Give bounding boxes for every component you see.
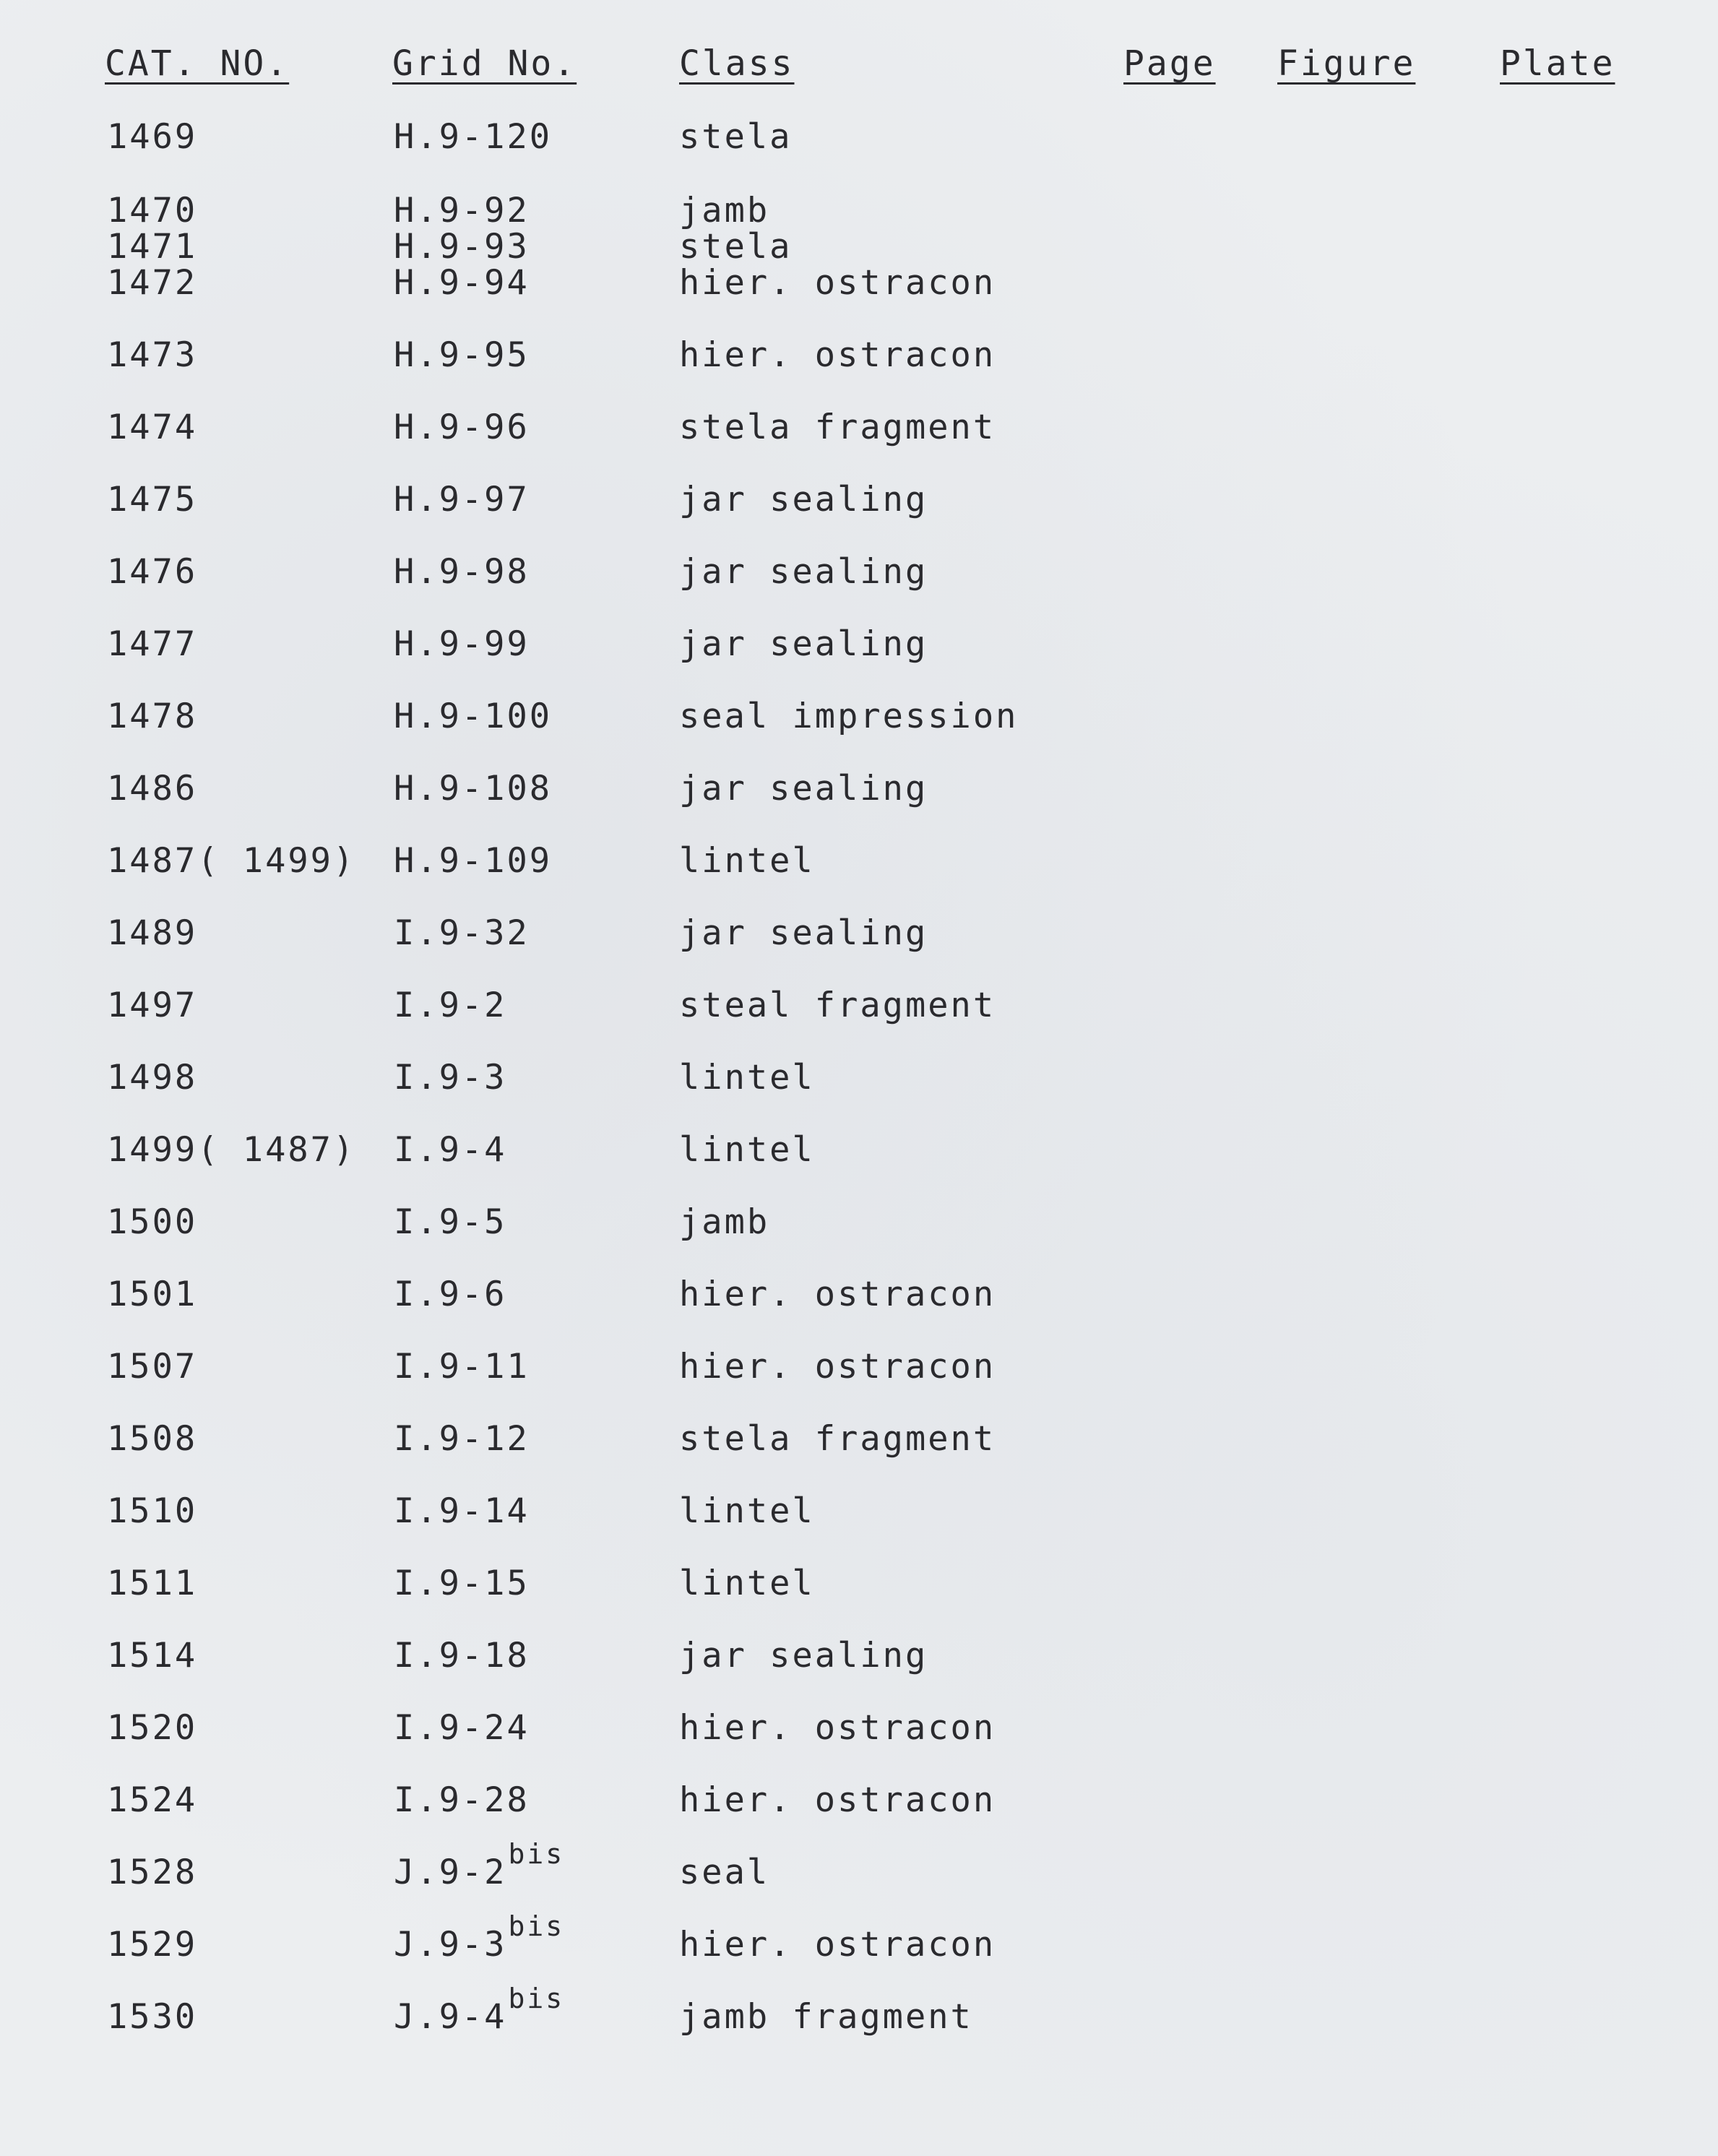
cat-no-cell: 1508 [107, 1419, 198, 1459]
cat-no-cell: 1471 [107, 227, 198, 267]
header-cat-no: CAT. NO. [105, 43, 290, 84]
class-cell: lintel [679, 1491, 815, 1531]
table-row [0, 1910, 1718, 1967]
grid-no-text: I.9-28 [394, 1780, 530, 1820]
table-row [0, 551, 1718, 594]
grid-no-text: I.9-18 [394, 1636, 530, 1676]
header-plate: Plate [1500, 43, 1615, 84]
grid-no-text: I.9-5 [394, 1202, 507, 1242]
grid-no-text: I.9-24 [394, 1708, 530, 1748]
class-cell: stela [679, 117, 793, 157]
table-row [0, 1273, 1718, 1316]
cat-no-cell: 1476 [107, 552, 198, 592]
table-row [0, 840, 1718, 883]
grid-no-cell [394, 406, 530, 449]
cat-no-cell: 1469 [107, 117, 198, 157]
cat-no-cell: 1470 [107, 191, 198, 230]
grid-no-text: I.9-4 [394, 1130, 507, 1170]
grid-no-text: H.9-120 [394, 117, 553, 157]
cat-no-cell: 1530 [107, 1997, 198, 2037]
grid-no-text: I.9-6 [394, 1275, 507, 1314]
grid-no-cell [394, 551, 530, 594]
table-row [0, 912, 1718, 955]
table-header [0, 43, 1718, 94]
grid-no-text: I.9-2 [394, 986, 507, 1025]
grid-no-cell [394, 695, 552, 738]
class-cell: jamb [679, 191, 770, 230]
table-row [0, 1056, 1718, 1100]
grid-no-text: I.9-14 [394, 1491, 530, 1531]
grid-no-cell [394, 1838, 565, 1896]
grid-no-cell [394, 116, 552, 159]
cat-no-cell: 1499( 1487) [107, 1130, 356, 1170]
table-row [0, 1779, 1718, 1822]
grid-no-text: H.9-94 [394, 263, 530, 303]
class-cell: hier. ostracon [679, 335, 996, 375]
cat-no-cell: 1478 [107, 697, 198, 736]
grid-no-superscript: bis [508, 1983, 565, 2014]
class-cell: hier. ostracon [679, 1708, 996, 1748]
grid-no-text: I.9-11 [394, 1347, 530, 1387]
table-row [0, 262, 1718, 305]
grid-no-superscript: bis [508, 1838, 565, 1870]
table-row [0, 1201, 1718, 1244]
table-row [0, 478, 1718, 522]
cat-no-cell: 1514 [107, 1636, 198, 1676]
grid-no-text: I.9-32 [394, 913, 530, 953]
cat-no-cell: 1475 [107, 480, 198, 519]
class-cell: lintel [679, 1130, 815, 1170]
class-cell: hier. ostracon [679, 1347, 996, 1387]
class-cell: stela fragment [679, 1419, 996, 1459]
table-row [0, 1562, 1718, 1605]
grid-no-text: I.9-3 [394, 1058, 507, 1098]
grid-no-cell [394, 840, 552, 883]
grid-no-text: H.9-109 [394, 841, 553, 881]
table-row [0, 1490, 1718, 1533]
grid-no-cell [394, 912, 530, 955]
table-row [0, 1983, 1718, 2039]
class-cell: jar sealing [679, 769, 928, 808]
cat-no-cell: 1500 [107, 1202, 198, 1242]
table-row [0, 984, 1718, 1027]
table-row [0, 334, 1718, 377]
grid-no-cell [394, 1910, 565, 1968]
header-page: Page [1123, 43, 1216, 84]
cat-no-cell: 1487( 1499) [107, 841, 356, 881]
cat-no-cell: 1510 [107, 1491, 198, 1531]
header-class: Class [679, 43, 795, 84]
table-row [0, 623, 1718, 666]
grid-no-cell [394, 478, 530, 522]
cat-no-cell: 1486 [107, 769, 198, 808]
cat-no-cell: 1472 [107, 263, 198, 303]
grid-no-text: H.9-100 [394, 697, 553, 736]
cat-no-cell: 1489 [107, 913, 198, 953]
class-cell: lintel [679, 1564, 815, 1603]
cat-no-cell: 1501 [107, 1275, 198, 1314]
grid-no-text: H.9-96 [394, 408, 530, 447]
table-row [0, 1838, 1718, 1894]
grid-no-superscript: bis [508, 1910, 565, 1942]
grid-no-text: H.9-92 [394, 191, 530, 230]
grid-no-cell [394, 1345, 530, 1389]
cat-no-cell: 1474 [107, 408, 198, 447]
class-cell: jar sealing [679, 624, 928, 664]
class-cell: seal [679, 1853, 770, 1892]
grid-no-cell [394, 1779, 530, 1822]
class-cell: jar sealing [679, 1636, 928, 1676]
grid-no-text: J.9-2 [394, 1853, 507, 1892]
grid-no-cell [394, 1983, 565, 2040]
grid-no-cell [394, 262, 530, 305]
cat-no-cell: 1529 [107, 1925, 198, 1965]
cat-no-cell: 1528 [107, 1853, 198, 1892]
table-row [0, 406, 1718, 449]
grid-no-cell [394, 1129, 506, 1172]
cat-no-cell: 1477 [107, 624, 198, 664]
grid-no-cell [394, 1273, 506, 1316]
class-cell: seal impression [679, 697, 1019, 736]
grid-no-cell [394, 1634, 530, 1678]
table-row [0, 1129, 1718, 1172]
grid-no-cell [394, 1707, 530, 1750]
header-figure: Figure [1277, 43, 1416, 84]
class-cell: hier. ostracon [679, 1925, 996, 1965]
table-row [0, 116, 1718, 159]
grid-no-cell [394, 984, 506, 1027]
grid-no-text: I.9-15 [394, 1564, 530, 1603]
class-cell: jar sealing [679, 480, 928, 519]
class-cell: jamb [679, 1202, 770, 1242]
class-cell: lintel [679, 841, 815, 881]
grid-no-text: H.9-93 [394, 227, 530, 267]
cat-no-cell: 1507 [107, 1347, 198, 1387]
grid-no-text: H.9-95 [394, 335, 530, 375]
grid-no-text: J.9-4 [394, 1997, 507, 2037]
class-cell: hier. ostracon [679, 1780, 996, 1820]
class-cell: stela fragment [679, 408, 996, 447]
cat-no-cell: 1498 [107, 1058, 198, 1098]
cat-no-cell: 1520 [107, 1708, 198, 1748]
class-cell: jar sealing [679, 552, 928, 592]
class-cell: hier. ostracon [679, 263, 996, 303]
grid-no-cell [394, 1490, 530, 1533]
table-row [0, 695, 1718, 738]
table-row [0, 767, 1718, 811]
grid-no-text: H.9-97 [394, 480, 530, 519]
grid-no-cell [394, 623, 530, 666]
cat-no-cell: 1497 [107, 986, 198, 1025]
class-cell: lintel [679, 1058, 815, 1098]
grid-no-text: H.9-99 [394, 624, 530, 664]
grid-no-cell [394, 1562, 530, 1605]
table-row [0, 1418, 1718, 1461]
grid-no-cell [394, 1418, 530, 1461]
class-cell: hier. ostracon [679, 1275, 996, 1314]
table-row [0, 1634, 1718, 1678]
grid-no-text: I.9-12 [394, 1419, 530, 1459]
class-cell: steal fragment [679, 986, 996, 1025]
table-row [0, 1707, 1718, 1750]
grid-no-cell [394, 334, 530, 377]
cat-no-cell: 1473 [107, 335, 198, 375]
class-cell: jamb fragment [679, 1997, 973, 2037]
grid-no-text: J.9-3 [394, 1925, 507, 1965]
grid-no-text: H.9-108 [394, 769, 553, 808]
grid-no-cell [394, 1201, 506, 1244]
table-row [0, 1345, 1718, 1389]
grid-no-cell [394, 1056, 506, 1100]
grid-no-cell [394, 767, 552, 811]
class-cell: jar sealing [679, 913, 928, 953]
cat-no-cell: 1511 [107, 1564, 198, 1603]
header-grid-no: Grid No. [392, 43, 577, 84]
cat-no-cell: 1524 [107, 1780, 198, 1820]
grid-no-text: H.9-98 [394, 552, 530, 592]
class-cell: stela [679, 227, 793, 267]
